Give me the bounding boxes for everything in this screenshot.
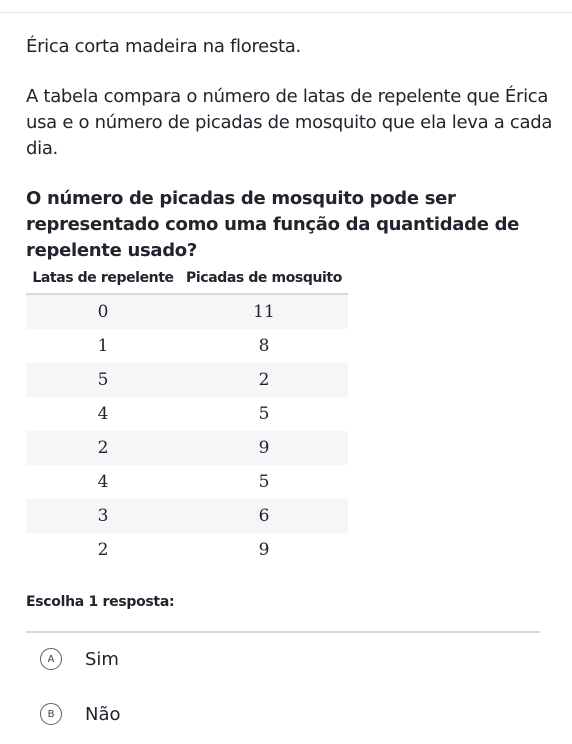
- option-label-b: Não: [85, 703, 121, 725]
- cell-repellent: 2: [97, 540, 109, 560]
- problem-context: A tabela compara o número de latas de repelente que Érica usa e o número de picadas de mosquito que ela leva a cada dia.: [26, 86, 553, 159]
- cell-bites: 9: [180, 431, 348, 465]
- top-divider: [0, 12, 572, 13]
- option-label-a: Sim: [85, 648, 119, 670]
- table-header-row: [26, 262, 348, 294]
- cell-repellent: 5: [26, 363, 180, 397]
- answers-divider: [26, 631, 540, 633]
- problem-content: [26, 34, 556, 264]
- table-row: [26, 397, 348, 431]
- cell-bites: 2: [180, 363, 348, 397]
- cell-bites: 5: [258, 472, 270, 492]
- cell-bites: 8: [258, 336, 270, 356]
- table-row: [26, 465, 348, 499]
- answer-option-a[interactable]: [40, 646, 119, 672]
- cell-repellent: 4: [97, 472, 109, 492]
- answer-option-b[interactable]: [40, 701, 121, 727]
- cell-repellent: 2: [26, 431, 180, 465]
- table-row: [26, 533, 348, 567]
- cell-bites: 11: [180, 294, 348, 329]
- table-row: [26, 363, 348, 397]
- table-row: [26, 329, 348, 363]
- cell-repellent: 0: [26, 294, 180, 329]
- cell-repellent: 4: [97, 404, 109, 424]
- option-letter-b: B: [40, 703, 62, 725]
- table-row: [26, 431, 348, 465]
- data-table: [26, 262, 348, 567]
- cell-repellent: 1: [97, 336, 109, 356]
- cell-bites: 5: [258, 404, 270, 424]
- problem-question: O número de picadas de mosquito pode ser representado como uma função da quantidade de repelente usado?: [26, 188, 520, 261]
- column-header-repellent: Latas de repelente: [26, 262, 180, 294]
- cell-bites: 6: [180, 499, 348, 533]
- option-letter-a: A: [40, 648, 62, 670]
- problem-intro: Érica corta madeira na floresta.: [26, 36, 301, 57]
- answer-prompt: Escolha 1 resposta:: [26, 594, 175, 610]
- column-header-bites: Picadas de mosquito: [180, 262, 348, 294]
- table-row: [26, 294, 348, 329]
- cell-bites: 9: [258, 540, 270, 560]
- table-row: [26, 499, 348, 533]
- cell-repellent: 3: [26, 499, 180, 533]
